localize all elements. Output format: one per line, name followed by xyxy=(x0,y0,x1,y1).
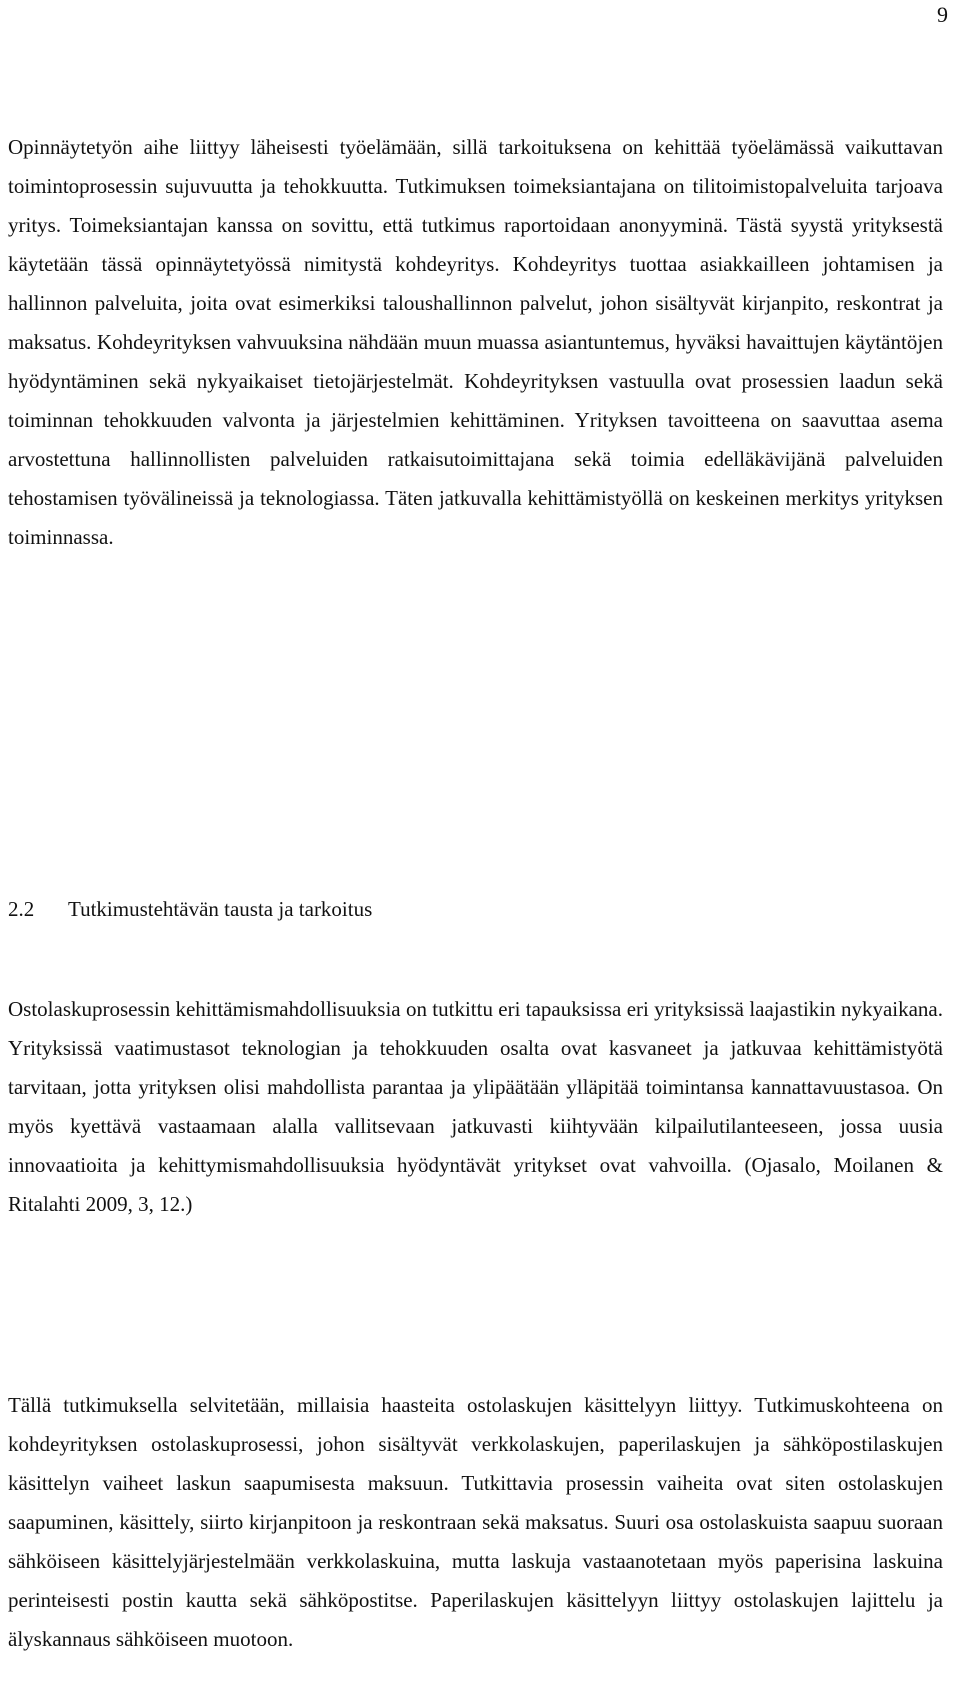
page-number: 9 xyxy=(937,2,948,27)
section-number: 2.2 xyxy=(8,897,35,921)
paragraph-research-purpose: Tällä tutkimuksella selvitetään, millaisia haasteita ostolaskujen käsittelyyn liittyy. Tutkimuskohteena on kohdeyrityksen ostolaskuprosessi, johon sisältyvät verkkolaskujen, paperilaskujen ja sähköpostilaskujen käsittelyn vaiheet laskun saapumisesta maksuun. Tutkittavia prosessin vaiheita ovat siten ostolaskujen saapuminen, käsittely, siirto kirjanpitoon ja reskontraan sekä maksatus. Suuri osa ostolaskuista saapuu suoraan sähköiseen käsittelyjärjestelmään verkkolaskuina, mutta laskuja vastaanotetaan myös paperisina laskuina perinteisesti postin kautta sekä sähköpostitse. Paperilaskujen käsittelyyn liittyy ostolaskujen lajittelu ja älyskannaus sähköiseen muotoon. xyxy=(8,1393,943,1651)
paragraph-research-background: Ostolaskuprosessin kehittämismahdollisuuksia on tutkittu eri tapauksissa eri yrityksissä laajastikin nykyaikana. Yrityksissä vaatimustasot teknologian ja tehokkuuden osalta ovat kasvaneet ja jatkuvaa kehittämistyötä tarvitaan, jotta yrityksen olisi mahdollista parantaa ja ylipäätään ylläpitää toimintansa kannattavuustasoa. On myös kyettävä vastaamaan alalla vallitsevaan jatkuvasti kiihtyvään kilpailutilanteeseen, jossa uusia innovaatioita ja kehittymismahdollisuuksia hyödyntävät yritykset ovat vahvoilla. (Ojasalo, Moilanen & Ritalahti 2009, 3, 12.) xyxy=(8,997,943,1216)
paragraph-company-background: Opinnäytetyön aihe liittyy läheisesti työelämään, sillä tarkoituksena on kehittää työelämässä vaikuttavan toimintoprosessin sujuvuutta ja tehokkuutta. Tutkimuksen toimeksiantajana on tilitoimistopalveluita tarjoava yritys. Toimeksiantajan kanssa on sovittu, että tutkimus raportoidaan anonyyminä. Tästä syystä yrityksestä käytetään tässä opinnäytetyössä nimitystä kohdeyritys. Kohdeyritys tuottaa asiakkailleen johtamisen ja hallinnon palveluita, joita ovat esimerkiksi taloushallinnon palvelut, johon sisältyvät kirjanpito, reskontrat ja maksatus. Kohdeyrityksen vahvuuksina nähdään muun muassa asiantuntemus, hyväksi havaittujen käytäntöjen hyödyntäminen sekä nykyaikaiset tietojärjestelmät. Kohdeyrityksen vastuulla ovat prosessien laadun sekä toiminnan tehokkuuden valvonta ja järjestelmien kehittäminen. Yrityksen tavoitteena on saavuttaa asema arvostettuna hallinnollisten palveluiden ratkaisutoimittajana sekä toimia edelläkävijänä palveluiden tehostamisen työvälineissä ja teknologiassa. Täten jatkuvalla kehittämistyöllä on keskeinen merkitys yrityksen toiminnassa. xyxy=(8,135,943,549)
section-title: Tutkimustehtävän tausta ja tarkoitus xyxy=(68,897,373,921)
section-heading xyxy=(8,890,372,929)
document-body xyxy=(8,128,943,1651)
